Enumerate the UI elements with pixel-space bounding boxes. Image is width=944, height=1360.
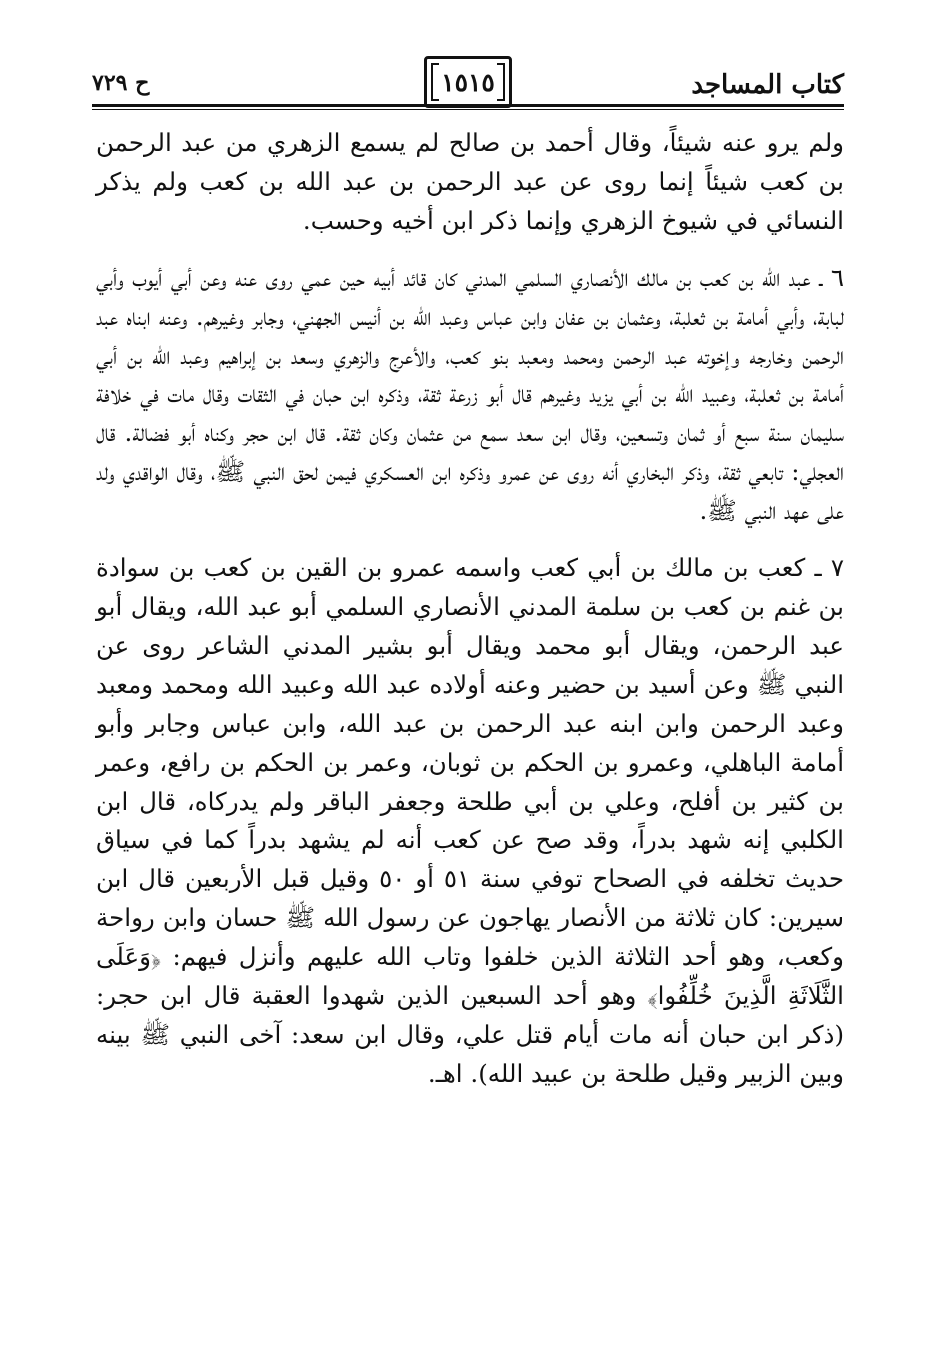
paragraph-narrator-6: ٦ ـ عبد الله بن كعب بن مالك الأنصاري السلمي المدني كان قائد أبيه حين عمي روى عنه وعن أبي أيوب وأبي لبابة، وأبي أمامة بن ثعلبة، وعثمان بن عفان وابن عباس وعبد الله بن أنيس الجهني، وجابر وغيرهم. وعنه ابناه عبد الرحمن وخارجه وإخوته عبد الرحمن ومحمد ومعبد بنو كعب، والأعرج والزهري وسعد بن إبراهيم وعبد الله بن أبي أمامة بن ثعلبة، وعبيد الله بن أبي يزيد وغيرهم قال أبو زرعة ثقة، وذكره ابن حبان في الثقات وقال مات في خلافة سليمان سنة سبع أو ثمان وتسعين، وقال ابن سعد سمع من عثمان وكان ثقة. قال ابن حجر وكناه أبو فضالة. قال العجلي: تابعي ثقة، وذكر البخاري أنه روى عن عمرو وذكره ابن العسكري فيمن لحق النبي ﷺ، وقال الواقدي ولد على عهد النبي ﷺ. [96, 262, 844, 526]
page-header [92, 48, 844, 108]
header-rule-thin [92, 109, 844, 110]
paragraph-narrator-7: ٧ ـ كعب بن مالك بن أبي كعب واسمه عمرو بن القين بن كعب بن سوادة بن غنم بن كعب بن سلمة المدني الأنصاري السلمي أبو عبد الله، ويقال أبو عبد الرحمن، ويقال أبو محمد ويقال أبو بشير المدني الشاعر روى عن النبي ﷺ وعن أسيد بن حضير وعنه أولاده عبد الله وعبيد الله ومحمد ومعبد وعبد الرحمن وابن ابنه عبد الرحمن بن عبد الله، وابن عباس وجابر وأبو أمامة الباهلي، وعمرو بن الحكم بن ثوبان، وعمر بن الحكم بن رافع، وعمر بن كثير بن أفلح، وعلي بن أبي طلحة وجعفر الباقر ولم يدركاه، قال ابن الكلبي إنه شهد بدراً، وقد صح عن كعب أنه لم يشهد بدراً كما في سياق حديث تخلفه في الصحاح توفي سنة ٥١ أو ٥٠ وقيل قبل الأربعين قال ابن سيرين: كان ثلاثة من الأنصار يهاجون عن رسول الله ﷺ حسان وابن رواحة وكعب، وهو أحد الثلاثة الذين خلفوا وتاب الله عليهم وأنزل فيهم: ﴿وَعَلَى الثَّلَاثَةِ الَّذِينَ خُلِّفُوا﴾ وهو أحد السبعين الذين شهدوا العقبة قال ابن حجر: (ذكر ابن حبان أنه مات أيام قتل علي، وقال ابن سعد: آخى النبي ﷺ بينه وبين الزبير وقيل طلحة بن عبيد الله). اهـ. [96, 553, 844, 1088]
header-rule [92, 104, 844, 107]
page-number: ١٥١٥ [441, 67, 495, 97]
page-number-frame [424, 56, 512, 108]
paragraph-continuation: ولم يرو عنه شيئاً، وقال أحمد بن صالح لم يسمع الزهري من عبد الرحمن بن كعب شيئاً إنما روى عن عبد الرحمن بن عبد الله بن كعب ولم يذكر النسائي في شيوخ الزهري وإنما ذكر ابن أخيه وحسب. [96, 128, 844, 235]
book-title: كتاب المساجد [691, 70, 844, 100]
hadith-reference: ح ٧٢٩ [92, 70, 150, 96]
body-text [96, 124, 844, 1304]
